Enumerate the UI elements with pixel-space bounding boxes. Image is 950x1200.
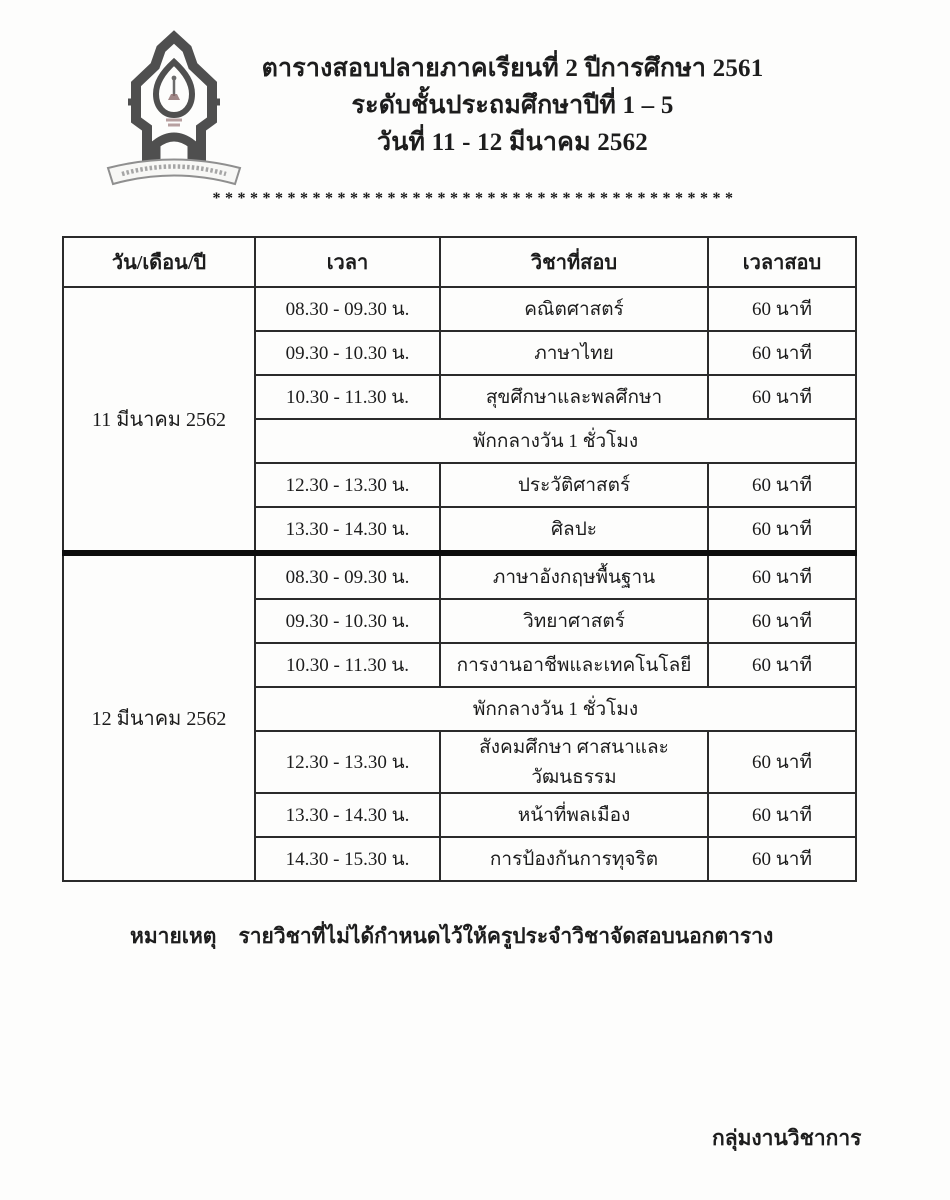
time-cell: 10.30 - 11.30 น. (255, 643, 440, 687)
date-cell: 11 มีนาคม 2562 (63, 287, 255, 553)
subject-cell: ภาษาอังกฤษพื้นฐาน (440, 553, 708, 599)
time-cell: 13.30 - 14.30 น. (255, 793, 440, 837)
footer-department: กลุ่มงานวิชาการ (712, 1126, 862, 1150)
duration-cell: 60 นาที (708, 731, 856, 793)
header-cell-duration: เวลาสอบ (708, 237, 856, 287)
subject-cell: การงานอาชีพและเทคโนโลยี (440, 643, 708, 687)
duration-cell: 60 นาที (708, 507, 856, 553)
duration-cell: 60 นาที (708, 331, 856, 375)
subject-cell: การป้องกันการทุจริต (440, 837, 708, 881)
time-cell: 12.30 - 13.30 น. (255, 731, 440, 793)
subject-cell: สุขศึกษาและพลศึกษา (440, 375, 708, 419)
duration-cell: 60 นาที (708, 643, 856, 687)
time-cell: 14.30 - 15.30 น. (255, 837, 440, 881)
time-cell: 08.30 - 09.30 น. (255, 553, 440, 599)
time-cell: 10.30 - 11.30 น. (255, 375, 440, 419)
break-cell: พักกลางวัน 1 ชั่วโมง (255, 687, 856, 731)
time-cell: 13.30 - 14.30 น. (255, 507, 440, 553)
table-row (63, 553, 856, 599)
header-cell-time: เวลา (255, 237, 440, 287)
header-cell-subject: วิชาที่สอบ (440, 237, 708, 287)
duration-cell: 60 นาที (708, 553, 856, 599)
table-row (63, 287, 856, 331)
table-header-row (63, 237, 856, 287)
duration-cell: 60 นาที (708, 599, 856, 643)
date-cell: 12 มีนาคม 2562 (63, 553, 255, 881)
subject-cell: วิทยาศาสตร์ (440, 599, 708, 643)
remark-label: หมายเหตุ (130, 924, 217, 948)
break-cell: พักกลางวัน 1 ชั่วโมง (255, 419, 856, 463)
time-cell: 09.30 - 10.30 น. (255, 599, 440, 643)
subject-cell: ประวัติศาสตร์ (440, 463, 708, 507)
subject-cell: ภาษาไทย (440, 331, 708, 375)
remark-text: รายวิชาที่ไม่ได้กำหนดไว้ให้ครูประจำวิชาจัดสอบนอกตาราง (238, 924, 774, 948)
duration-cell: 60 นาที (708, 793, 856, 837)
subject-cell: หน้าที่พลเมือง (440, 793, 708, 837)
subject-cell: ศิลปะ (440, 507, 708, 553)
duration-cell: 60 นาที (708, 375, 856, 419)
title-line-3: วันที่ 11 - 12 มีนาคม 2562 (376, 129, 648, 156)
header-cell-date: วัน/เดือน/ปี (63, 237, 255, 287)
duration-cell: 60 นาที (708, 463, 856, 507)
subject-cell: คณิตศาสตร์ (440, 287, 708, 331)
separator-asterisks: ****************************************** (212, 190, 738, 207)
exam-schedule-table (62, 236, 857, 882)
time-cell: 09.30 - 10.30 น. (255, 331, 440, 375)
duration-cell: 60 นาที (708, 837, 856, 881)
title-line-1: ตารางสอบปลายภาคเรียนที่ 2 ปีการศึกษา 2561 (261, 55, 764, 82)
duration-cell: 60 นาที (708, 287, 856, 331)
time-cell: 12.30 - 13.30 น. (255, 463, 440, 507)
time-cell: 08.30 - 09.30 น. (255, 287, 440, 331)
subject-cell: สังคมศึกษา ศาสนาและวัฒนธรรม (440, 731, 708, 793)
remark (130, 920, 773, 953)
document-title-block (120, 50, 905, 161)
title-line-2: ระดับชั้นประถมศึกษาปีที่ 1 – 5 (351, 92, 674, 119)
